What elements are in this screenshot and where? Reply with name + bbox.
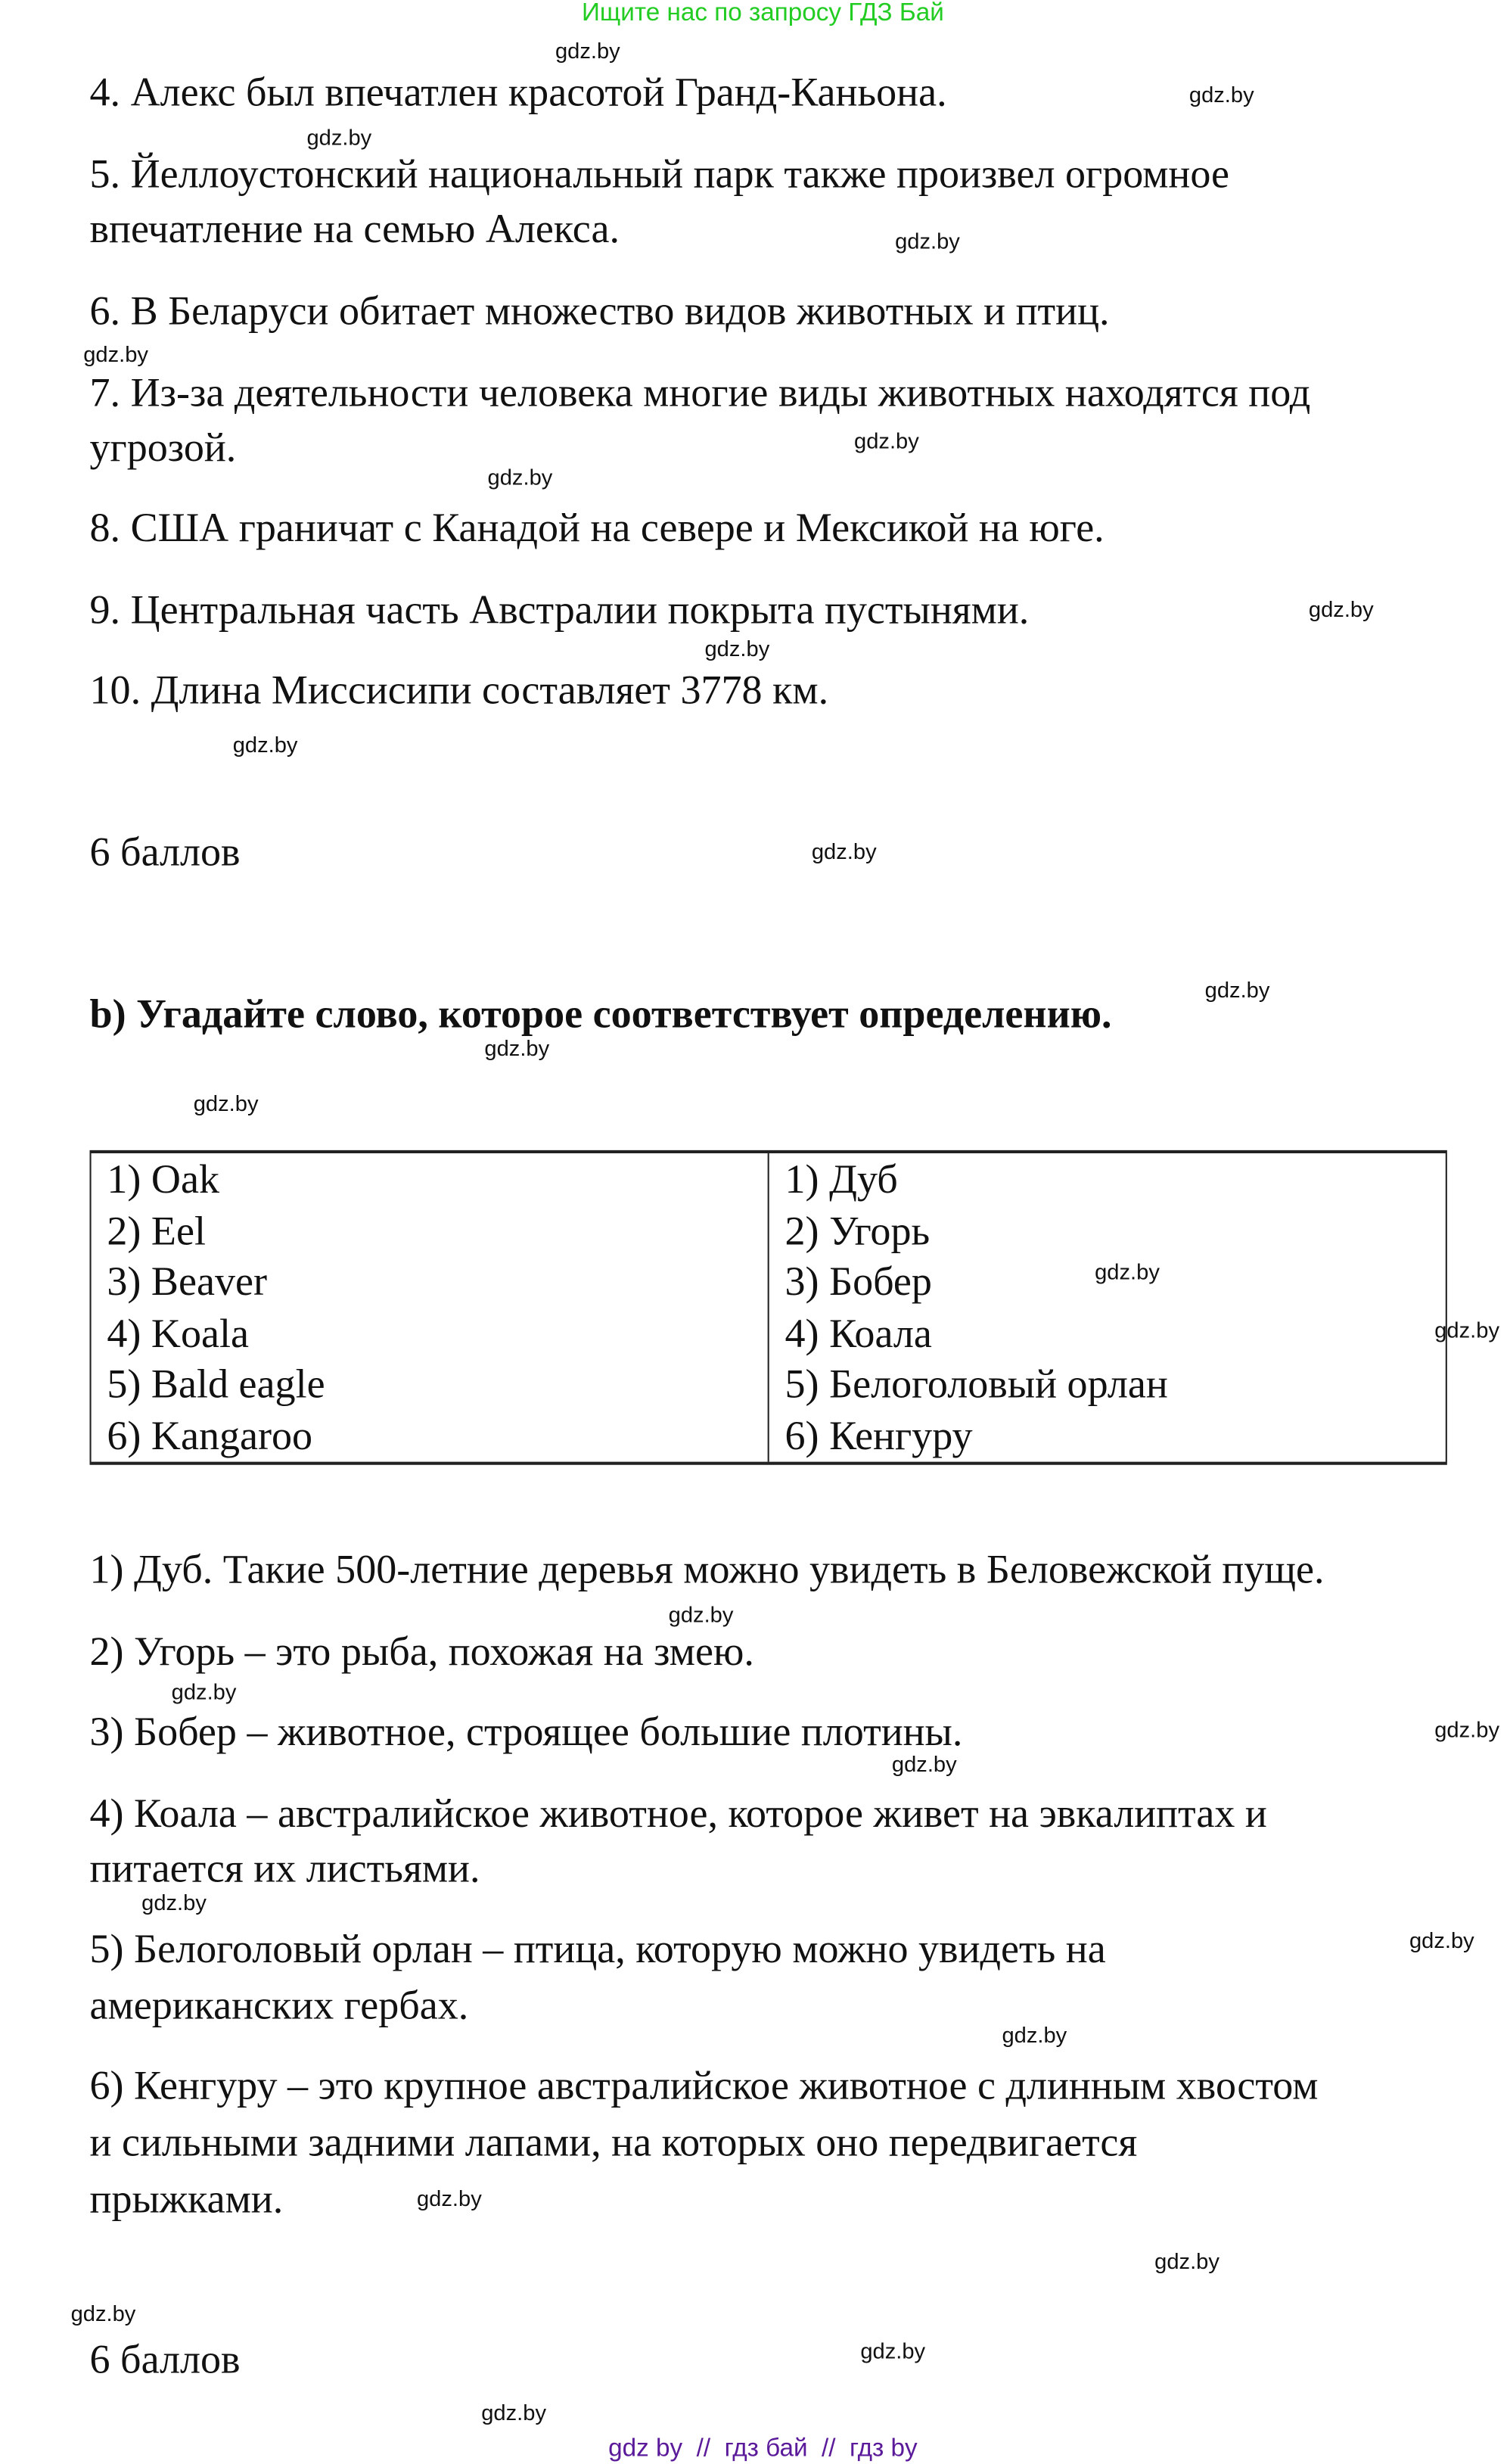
answer-5-line-1: 5) Белоголовый орлан – птица, которую можно увидеть на [89, 1925, 1106, 1972]
watermark: gdz.by [484, 1035, 550, 1061]
watermark: gdz.by [70, 2300, 136, 2326]
watermark: gdz.by [860, 2338, 926, 2363]
score-a: 6 баллов [89, 829, 241, 876]
watermark: gdz.by [811, 838, 877, 864]
watermark: gdz.by [416, 2186, 482, 2211]
answer-5-line-2: американских гербах. [89, 1982, 469, 2029]
table-cell: 5) Белоголовый орлан [785, 1361, 1168, 1408]
table-cell: 4) Koala [107, 1310, 250, 1356]
watermark: gdz.by [1434, 1716, 1499, 1742]
table-cell: 2) Угорь [785, 1207, 931, 1254]
watermark: gdz.by [704, 635, 770, 661]
watermark: gdz.by [555, 37, 620, 64]
watermark: gdz.by [306, 124, 372, 150]
item-5-line-2: впечатление на семью Алекса. [89, 206, 620, 252]
score-b: 6 баллов [89, 2336, 241, 2382]
answer-4-line-1: 4) Коала – австралийское животное, которое живет на эвкалиптах и [89, 1790, 1267, 1837]
answer-6-line-2: и сильными задними лапами, на которых оно передвигается [89, 2119, 1138, 2165]
item-8: 8. США граничат с Канадой на севере и Мексикой на юге. [89, 505, 1105, 551]
table-cell: 4) Коала [785, 1310, 932, 1356]
item-5-line-1: 5. Йеллоустонский национальный парк также произвел огромное [89, 151, 1230, 197]
item-9: 9. Центральная часть Австралии покрыта пустынями. [89, 586, 1030, 633]
watermark: gdz.by [487, 464, 553, 490]
item-6: 6. В Беларуси обитает множество видов животных и птиц. [89, 288, 1110, 334]
watermark: gdz.by [1095, 1258, 1160, 1284]
watermark: gdz.by [891, 1751, 957, 1777]
table-cell: 3) Beaver [107, 1258, 268, 1305]
table-divider [768, 1153, 769, 1462]
answer-4-line-2: питается их листьями. [89, 1845, 480, 1892]
watermark: gdz.by [481, 2399, 547, 2425]
table-cell: 6) Кенгуру [785, 1413, 973, 1459]
watermark: gdz.by [141, 1890, 207, 1915]
footer-links[interactable]: gdz by // гдз бай // гдз by [608, 2435, 918, 2462]
table-cell: 2) Eel [107, 1207, 206, 1254]
watermark: gdz.by [193, 1090, 259, 1116]
item-7-line-1: 7. Из-за деятельности человека многие виды животных находятся под [89, 369, 1311, 415]
item-4: 4. Алекс был впечатлен красотой Гранд-Каньона. [89, 69, 947, 115]
header-banner: Ищите нас по запросу ГДЗ Бай [581, 0, 944, 27]
russian-column [785, 1155, 1168, 1463]
english-column [107, 1155, 325, 1463]
watermark: gdz.by [232, 731, 298, 758]
item-10: 10. Длина Миссисипи составляет 3778 км. [89, 667, 829, 713]
watermark: gdz.by [1188, 82, 1254, 107]
table-cell: 5) Bald eagle [107, 1361, 325, 1408]
answer-6-line-1: 6) Кенгуру – это крупное австралийское животное с длинным хвостом [89, 2062, 1319, 2109]
watermark: gdz.by [1204, 977, 1270, 1003]
answer-6-line-3: прыжками. [89, 2176, 284, 2222]
watermark: gdz.by [1409, 1927, 1474, 1953]
section-b-heading: b) Угадайте слово, которое соответствует определению. [89, 991, 1112, 1038]
vocabulary-table [90, 1150, 1447, 1465]
watermark: gdz.by [1434, 1317, 1499, 1342]
watermark: gdz.by [1154, 2248, 1219, 2274]
answer-1: 1) Дуб. Такие 500-летние деревья можно увидеть в Беловежской пуще. [89, 1546, 1325, 1593]
watermark: gdz.by [83, 341, 148, 367]
item-7-line-2: угрозой. [89, 425, 237, 471]
watermark: gdz.by [171, 1678, 237, 1704]
answer-2: 2) Угорь – это рыба, похожая на змею. [89, 1628, 754, 1675]
watermark: gdz.by [668, 1601, 734, 1627]
watermark: gdz.by [854, 428, 919, 453]
table-cell: 3) Бобер [785, 1258, 932, 1305]
table-cell: 6) Kangaroo [107, 1413, 313, 1459]
table-cell: 1) Дуб [785, 1156, 898, 1202]
watermark: gdz.by [1002, 2021, 1067, 2048]
table-cell: 1) Oak [107, 1156, 220, 1202]
watermark: gdz.by [895, 228, 960, 254]
answer-3: 3) Бобер – животное, строящее большие плотины. [89, 1709, 963, 1755]
watermark: gdz.by [1308, 596, 1374, 622]
